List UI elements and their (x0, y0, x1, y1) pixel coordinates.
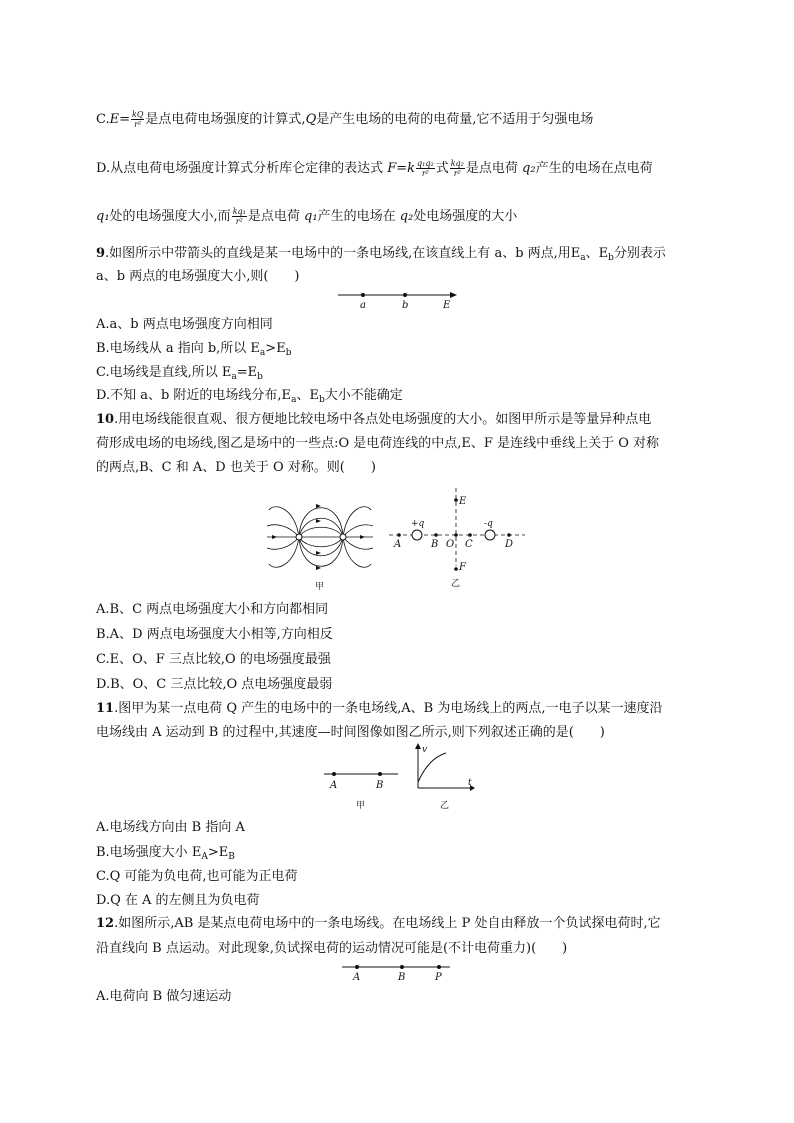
label-b: b (402, 300, 409, 311)
frac-num: kQ (132, 110, 144, 119)
var: q₂ (522, 161, 536, 176)
text: >E (207, 845, 229, 860)
text: =E (236, 365, 258, 380)
frac-den: r² (421, 169, 429, 178)
sub: a (580, 253, 586, 263)
arrow-icon (415, 743, 421, 749)
field-line (267, 537, 299, 549)
q12-option-a: A.电荷向 B 做匀速运动 (96, 989, 232, 1004)
text: C.电场线是直线,所以 E (96, 365, 232, 380)
field-line (343, 537, 373, 549)
arrow-icon (316, 551, 321, 555)
text: 是点电荷 (247, 209, 305, 224)
option-d-prev-line1 (96, 159, 653, 179)
label-d: D (505, 539, 514, 550)
q12-stem-line2: 沿直线向 B 点运动。对此现象,负试探电荷的运动情况可能是(不计电荷重力)( ) (96, 941, 568, 956)
sub: b (285, 348, 292, 358)
text: 产生的电场在 (317, 209, 400, 224)
q10-option-b: B.A、D 两点电场强度大小相等,方向相反 (96, 627, 333, 642)
q11-option-b (96, 843, 235, 867)
point-b (434, 533, 438, 537)
field-line (299, 527, 343, 537)
arrow-icon (316, 519, 321, 523)
var: q₂ (399, 209, 414, 224)
text: .用电场线能很直观、很方便地比较电场中各点处电场强度的大小。如图甲所示是等量异种点电 (114, 412, 652, 427)
caption-yi: 乙 (451, 579, 461, 589)
point-b (378, 772, 382, 776)
var: q₁ (304, 209, 318, 224)
q10-stem-line1 (96, 410, 651, 430)
arrow-icon (360, 535, 365, 539)
question-number: 9 (96, 246, 106, 261)
label-p: P (435, 972, 442, 983)
q11-stem-line2: 电场线由 A 运动到 B 的过程中,其速度—时间图像如图乙所示,则下列叙述正确的是( ) (96, 725, 605, 740)
charge-minus (485, 530, 495, 540)
field-line (267, 525, 299, 537)
text: >E (265, 341, 286, 356)
q10-option-d: D.B、O、C 三点比较,O 点电场强度最弱 (96, 677, 333, 692)
label-a: A (330, 780, 338, 791)
q10-stem-line2: 荷形成电场的电场线,图乙是场中的一些点:O 是电荷连线的中点,E、F 是连线中垂线上关于 O 对称 (96, 436, 659, 451)
q10-figure-yi (385, 486, 530, 573)
label-t: t (468, 778, 472, 788)
point-a (361, 293, 365, 297)
text: 分别表示 (613, 246, 666, 261)
label-e: E (459, 496, 467, 507)
positive-charge (296, 534, 302, 540)
point-a (397, 533, 401, 537)
text: 、E (585, 246, 609, 261)
field-line (299, 537, 343, 566)
point-b (400, 965, 404, 969)
point-f (454, 567, 458, 571)
point-b (403, 293, 407, 297)
caption-yi: 乙 (440, 801, 450, 811)
point-o (454, 533, 458, 537)
caption-jia: 甲 (356, 801, 366, 811)
q11-option-d: D.Q 在 A 的左侧且为负电荷 (96, 893, 260, 908)
text: .图甲为某一点电荷 Q 产生的电场中的一条电场线,A、B 为电场线上的两点,一电子以某一速度沿 (114, 701, 663, 716)
q11-figure-yi (412, 742, 476, 812)
q12-stem-line1 (96, 914, 661, 934)
sub: b (608, 253, 614, 263)
formula-e: E= (109, 112, 131, 127)
text: 式 (435, 161, 449, 176)
text: 、E (296, 388, 319, 403)
sub: a (231, 372, 237, 382)
formula-f: F=k (387, 161, 416, 176)
q10-figure-jia (265, 490, 375, 590)
field-line (299, 508, 343, 537)
label-b: B (398, 972, 406, 983)
velocity-curve (418, 753, 446, 782)
var: q₁ (96, 209, 110, 224)
caption-jia: 甲 (315, 582, 325, 592)
sub: b (318, 395, 325, 405)
field-line (343, 525, 373, 537)
q9-figure (338, 288, 458, 310)
label-plus-q: +q (411, 519, 425, 529)
text: .如图所示中带箭头的直线是某一电场中的一条电场线,在该直线上有 a、b 两点,用E (105, 246, 581, 261)
q11-figure-jia (322, 764, 402, 812)
q9-option-a: A.a、b 两点电场强度方向相同 (96, 317, 273, 332)
text: .如图所示,AB 是某点电荷电场中的一条电场线。在电场线上 P 处自由释放一个负试探电荷时,它 (114, 916, 661, 931)
q9-stem-line2: a、b 两点的电场强度大小,则( ) (96, 269, 300, 284)
text: 是点电荷电场强度的计算式, (145, 112, 306, 127)
text: 处的电场强度大小,而 (109, 209, 231, 224)
question-number: 12 (96, 916, 115, 931)
frac-num: kq₂ (450, 159, 464, 168)
label-a: A (394, 539, 402, 550)
frac-num: q₁q₂ (417, 159, 434, 168)
text: 处电场强度的大小 (413, 209, 518, 224)
label-o: O (446, 539, 455, 550)
text: D.不知 a、b 附近的电场线分布,E (96, 388, 292, 403)
text: B.电场线从 a 指向 b,所以 E (96, 341, 260, 356)
label-a: A (353, 972, 361, 983)
frac-den: r² (235, 217, 243, 226)
option-c-prev (96, 110, 593, 130)
field-line (299, 537, 343, 547)
point-e (454, 498, 458, 502)
arrow-icon (450, 292, 457, 298)
q10-stem-line3: 的两点,B、C 和 A、D 也关于 O 对称。则( ) (96, 460, 376, 475)
q10-option-c: C.E、O、F 三点比较,O 的电场强度最强 (96, 652, 331, 667)
q9-option-b (96, 339, 291, 363)
sub: B (228, 852, 235, 862)
option-d-prev-line2 (96, 207, 517, 227)
sub: a (291, 395, 297, 405)
label-b: B (431, 539, 439, 550)
q11-option-c: C.Q 可能为负电荷,也可能为正电荷 (96, 869, 298, 884)
sub: b (257, 372, 263, 382)
frac-num: kq₁ (232, 207, 246, 216)
question-number: 10 (96, 412, 115, 427)
point-a (355, 965, 359, 969)
sub: a (259, 348, 266, 358)
fraction (232, 207, 247, 226)
sub: A (201, 852, 208, 862)
frac-den: r² (453, 169, 461, 178)
label-e: E (443, 300, 451, 311)
q9-option-d (96, 386, 403, 410)
q9-stem-line1 (96, 244, 666, 268)
q12-figure (340, 960, 455, 984)
label-v: v (422, 745, 428, 755)
q10-option-a: A.B、C 两点电场强度大小和方向都相同 (96, 602, 329, 617)
fraction (450, 159, 465, 178)
label-minus-q: -q (484, 519, 493, 529)
text: 大小不能确定 (324, 388, 403, 403)
point-p (437, 965, 441, 969)
question-number: 11 (96, 701, 115, 716)
text: 产生的电场在点电荷 (535, 161, 653, 176)
fraction (416, 159, 435, 178)
arrow-icon (272, 535, 277, 539)
point-d (507, 533, 511, 537)
point-a (332, 772, 336, 776)
text: D.从点电荷电场强度计算式分析库仑定律的表达式 (96, 161, 388, 176)
q11-stem-line1 (96, 699, 663, 719)
label-c: C (465, 539, 473, 550)
var-q: Q (305, 112, 317, 127)
q11-option-a: A.电场线方向由 B 指向 A (96, 820, 245, 835)
option-label: C. (96, 112, 110, 127)
negative-charge (340, 534, 346, 540)
q9-option-c (96, 363, 263, 387)
fraction-kq-r2 (131, 110, 144, 129)
label-b: B (376, 780, 384, 791)
text: 是产生电场的电荷的电荷量,它不适用于匀强电场 (316, 112, 594, 127)
label-f: F (459, 562, 466, 573)
charge-plus (412, 530, 422, 540)
text: B.电场强度大小 E (96, 845, 202, 860)
field-lines (267, 507, 373, 567)
point-c (468, 533, 472, 537)
text: 是点电荷 (465, 161, 523, 176)
label-a: a (360, 300, 366, 311)
frac-den: r² (134, 120, 142, 129)
